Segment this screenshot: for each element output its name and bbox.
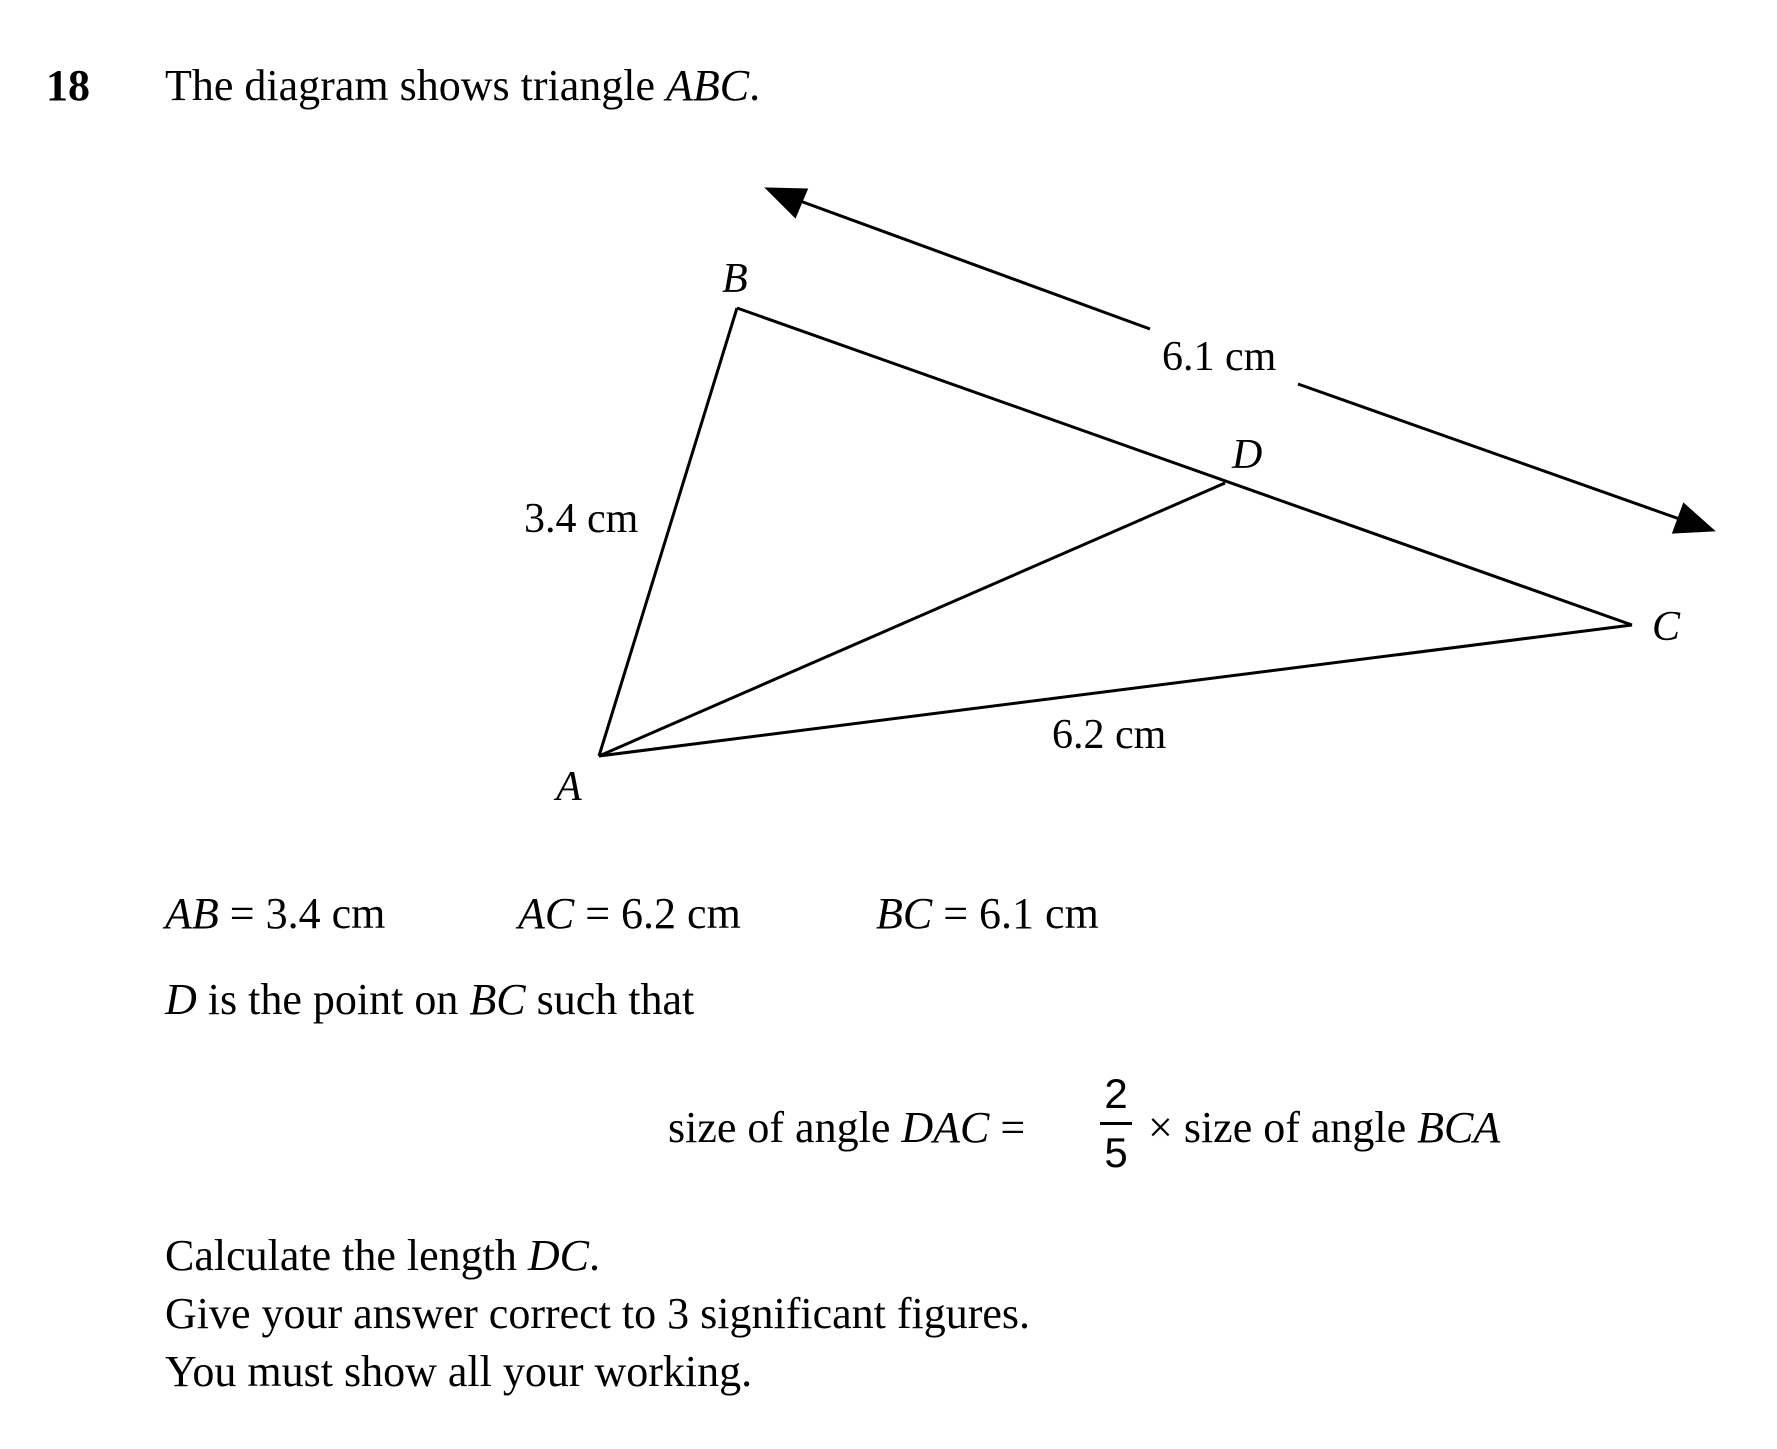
bc-dimension-arrow-left xyxy=(770,190,1150,329)
equation-right-angle: BCA xyxy=(1417,1103,1501,1152)
given-length-bc xyxy=(876,888,1099,939)
condition-text-2: such that xyxy=(525,975,695,1024)
equation-left-text: size of angle xyxy=(668,1103,902,1152)
instruction-line-1 xyxy=(165,1230,600,1281)
side-label-ab: 3.4 cm xyxy=(524,496,639,542)
bc-dimension-arrow-right xyxy=(1298,384,1688,522)
side-label-bc: 6.1 cm xyxy=(1162,334,1277,380)
fraction-numerator: 2 xyxy=(1104,1070,1128,1117)
vertex-label-c: C xyxy=(1652,604,1681,650)
fraction-bar xyxy=(1100,1122,1132,1125)
side-label-ac: 6.2 cm xyxy=(1052,712,1167,758)
intro-triangle-name: ABC xyxy=(665,61,750,110)
vertex-label-a: A xyxy=(556,764,582,810)
equation-equals: = xyxy=(989,1103,1026,1152)
condition-segment: BC xyxy=(469,975,526,1024)
condition-point: D xyxy=(165,975,197,1024)
given-ab-value: = 3.4 cm xyxy=(218,889,386,938)
equation-right-text: × size of angle xyxy=(1148,1103,1418,1152)
intro-end: . xyxy=(749,61,761,110)
fraction-two-fifths xyxy=(1096,1068,1136,1179)
given-length-ac xyxy=(518,888,741,939)
instruction-1-italic: DC xyxy=(527,1231,589,1280)
given-ac-name: AC xyxy=(518,889,575,938)
given-ab-name: AB xyxy=(165,889,219,938)
given-bc-value: = 6.1 cm xyxy=(932,889,1099,938)
condition-line xyxy=(165,974,694,1025)
bc-dimension-arrowhead-right xyxy=(1674,505,1712,532)
intro-text: The diagram shows triangle xyxy=(165,61,666,110)
equation-right-side xyxy=(1148,1102,1500,1153)
vertex-label-b: B xyxy=(722,256,748,302)
fraction-denominator: 5 xyxy=(1104,1129,1128,1176)
instruction-line-2: Give your answer correct to 3 significant figures. xyxy=(165,1289,1031,1338)
equation-left-angle: DAC xyxy=(901,1103,990,1152)
condition-text-1: is the point on xyxy=(196,975,470,1024)
instruction-1-text: Calculate the length xyxy=(165,1231,528,1280)
given-bc-name: BC xyxy=(876,889,933,938)
vertex-label-d: D xyxy=(1232,432,1263,478)
instruction-1-end: . xyxy=(589,1231,600,1280)
instruction-line-3: You must show all your working. xyxy=(165,1347,753,1396)
bc-dimension-arrowhead-left xyxy=(768,189,806,216)
question-number: 18 xyxy=(46,61,90,110)
given-ac-value: = 6.2 cm xyxy=(574,889,741,938)
given-length-ab xyxy=(165,888,385,939)
equation-left-side xyxy=(668,1102,1025,1153)
